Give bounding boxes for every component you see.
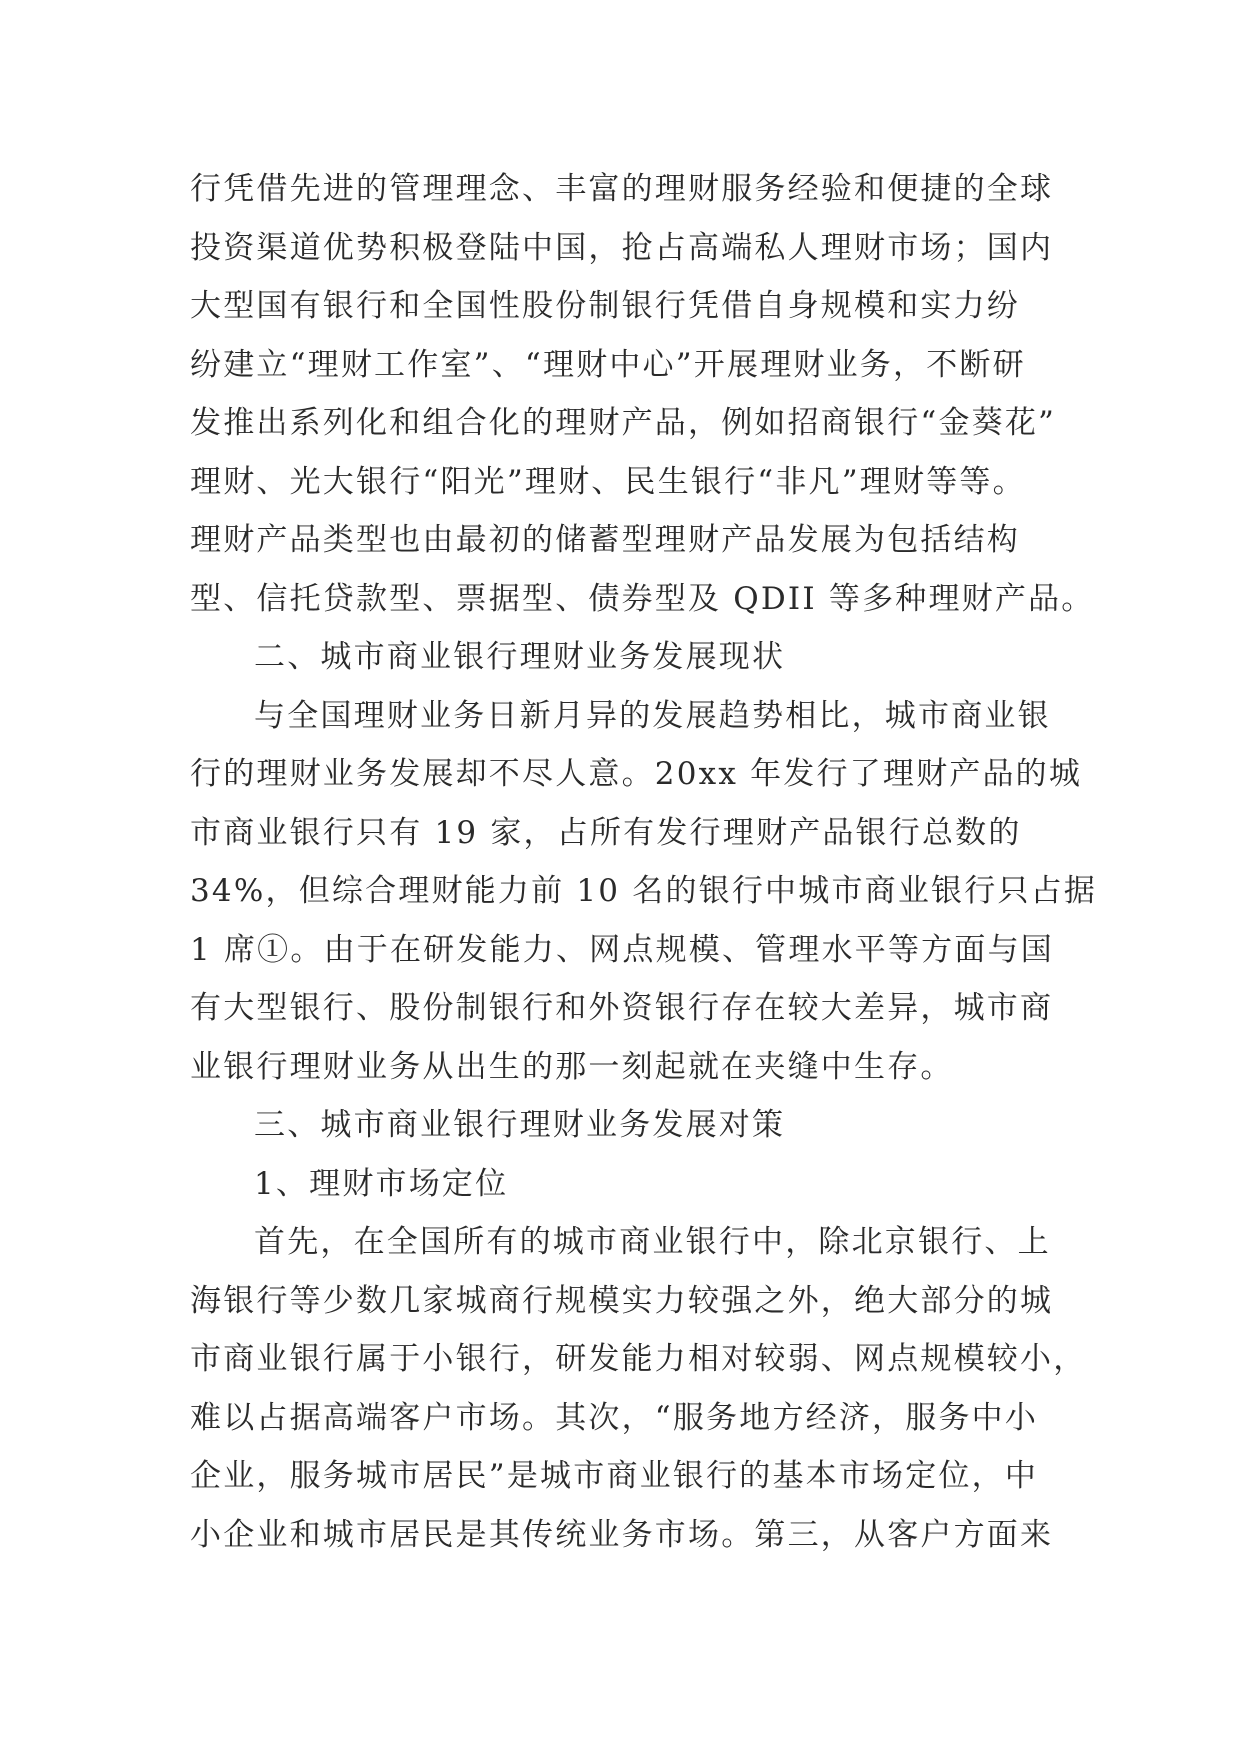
text-line: 型、信托贷款型、票据型、债券型及 QDII 等多种理财产品。 <box>190 580 1095 617</box>
text-line: 有大型银行、股份制银行和外资银行存在较大差异，城市商 <box>190 990 1054 1026</box>
text-line: 发推出系列化和组合化的理财产品，例如招商银行“金葵花” <box>190 405 1057 441</box>
text-line: 行凭借先进的管理理念、丰富的理财服务经验和便捷的全球 <box>190 171 1054 207</box>
text-line: 难以占据高端客户市场。其次，“服务地方经济，服务中小 <box>190 1399 1039 1436</box>
text-line: 小企业和城市居民是其传统业务市场。第三，从客户方面来 <box>190 1516 1054 1553</box>
section-heading: 二、城市商业银行理财业务发展现状 <box>254 639 786 675</box>
text-line: 大型国有银行和全国性股份制银行凭借自身规模和实力纷 <box>190 288 1020 324</box>
subsection-heading: 1、理财市场定位 <box>254 1165 509 1202</box>
body-text <box>190 160 1098 1564</box>
text-line: 纷建立“理财工作室”、“理财中心”开展理财业务，不断研 <box>190 346 1026 383</box>
section-heading: 三、城市商业银行理财业务发展对策 <box>254 1107 786 1143</box>
text-line: 理财产品类型也由最初的储蓄型理财产品发展为包括结构 <box>190 522 1020 558</box>
text-line: 1 席①。由于在研发能力、网点规模、管理水平等方面与国 <box>190 931 1054 968</box>
text-line: 行的理财业务发展却不尽人意。20xx 年发行了理财产品的城 <box>190 756 1083 792</box>
text-line: 理财、光大银行“阳光”理财、民生银行“非凡”理财等等。 <box>190 463 1026 500</box>
text-line: 业银行理财业务从出生的那一刻起就在夹缝中生存。 <box>190 1048 954 1085</box>
text-line: 投资渠道优势积极登陆中国，抢占高端私人理财市场；国内 <box>190 229 1054 266</box>
text-line: 市商业银行属于小银行，研发能力相对较弱、网点规模较小， <box>190 1341 1087 1377</box>
text-line: 与全国理财业务日新月异的发展趋势相比，城市商业银 <box>254 697 1051 734</box>
text-line: 首先，在全国所有的城市商业银行中，除北京银行、上 <box>254 1224 1051 1260</box>
text-line: 34%，但综合理财能力前 10 名的银行中城市商业银行只占据 <box>190 873 1098 909</box>
text-line: 企业，服务城市居民”是城市商业银行的基本市场定位，中 <box>190 1458 1039 1494</box>
text-line: 市商业银行只有 19 家，占所有发行理财产品银行总数的 <box>190 814 1022 851</box>
text-line: 海银行等少数几家城商行规模实力较强之外，绝大部分的城 <box>190 1282 1054 1319</box>
